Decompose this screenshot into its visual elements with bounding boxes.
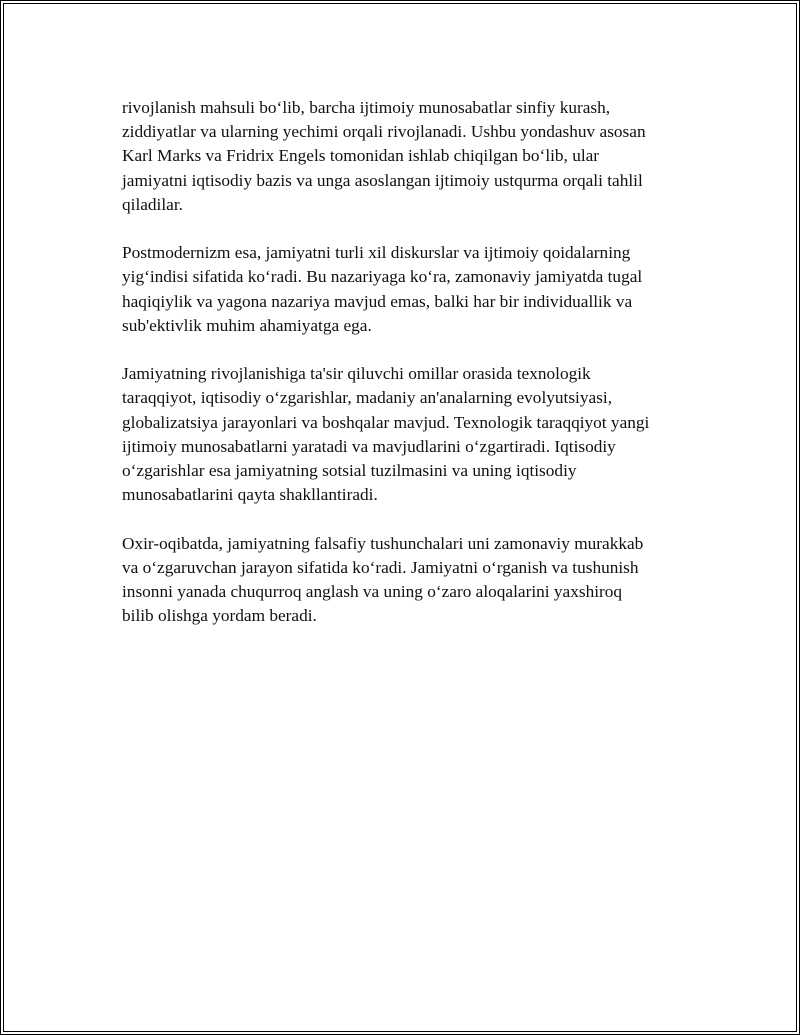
text-line: munosabatlarini qayta shakllantiradi. — [122, 485, 378, 505]
text-line: haqiqiylik va yagona nazariya mavjud emas, balki har bir individuallik va — [122, 291, 633, 311]
text-line: Oxir-oqibatda, jamiyatning falsafiy tushunchalari uni zamonaviy murakkab — [122, 533, 644, 553]
text-line: rivojlanish mahsuli boʻlib, barcha ijtimoiy munosabatlar sinfiy kurash, — [122, 98, 611, 117]
text-line: Jamiyatning rivojlanishiga ta'sir qiluvchi omillar orasida texnologik — [122, 364, 591, 384]
text-line: Karl Marks va Fridrix Engels tomonidan ishlab chiqilgan boʻlib, ular — [122, 146, 600, 166]
text-line: ijtimoiy munosabatlarni yaratadi va mavjudlarini oʻzgartiradi. Iqtisodiy — [122, 436, 616, 456]
paragraph-1 — [122, 96, 696, 217]
text-line: insonni yanada chuqurroq anglash va uning oʻzaro aloqalarini yaxshiroq — [122, 582, 623, 602]
text-line: oʻzgarishlar esa jamiyatning sotsial tuzilmasini va uning iqtisodiy — [122, 461, 577, 481]
text-line: Postmodernizm esa, jamiyatni turli xil diskurslar va ijtimoiy qoidalarning — [122, 243, 631, 263]
text-line: jamiyatni iqtisodiy bazis va unga asoslangan ijtimoiy ustqurma orqali tahlil — [122, 170, 643, 190]
text-line: globalizatsiya jarayonlari va boshqalar mavjud. Texnologik taraqqiyot yangi — [122, 412, 650, 432]
document-body — [122, 96, 696, 653]
paragraph-3 — [122, 362, 696, 507]
text-line: yigʻindisi sifatida koʻradi. Bu nazariyaga koʻra, zamonaviy jamiyatda tugal — [122, 267, 643, 287]
paragraph-4 — [122, 532, 696, 629]
text-line: ziddiyatlar va ularning yechimi orqali rivojlanadi. Ushbu yondashuv asosan — [122, 122, 646, 142]
text-line: bilib olishga yordam beradi. — [122, 606, 317, 626]
text-line: qiladilar. — [122, 194, 183, 214]
text-line: taraqqiyot, iqtisodiy oʻzgarishlar, madaniy an'analarning evolyutsiyasi, — [122, 388, 613, 408]
text-line: sub'ektivlik muhim ahamiyatga ega. — [122, 315, 372, 335]
text-line: va oʻzgaruvchan jarayon sifatida koʻradi. Jamiyatni oʻrganish va tushunish — [122, 557, 639, 577]
paragraph-2 — [122, 241, 696, 338]
